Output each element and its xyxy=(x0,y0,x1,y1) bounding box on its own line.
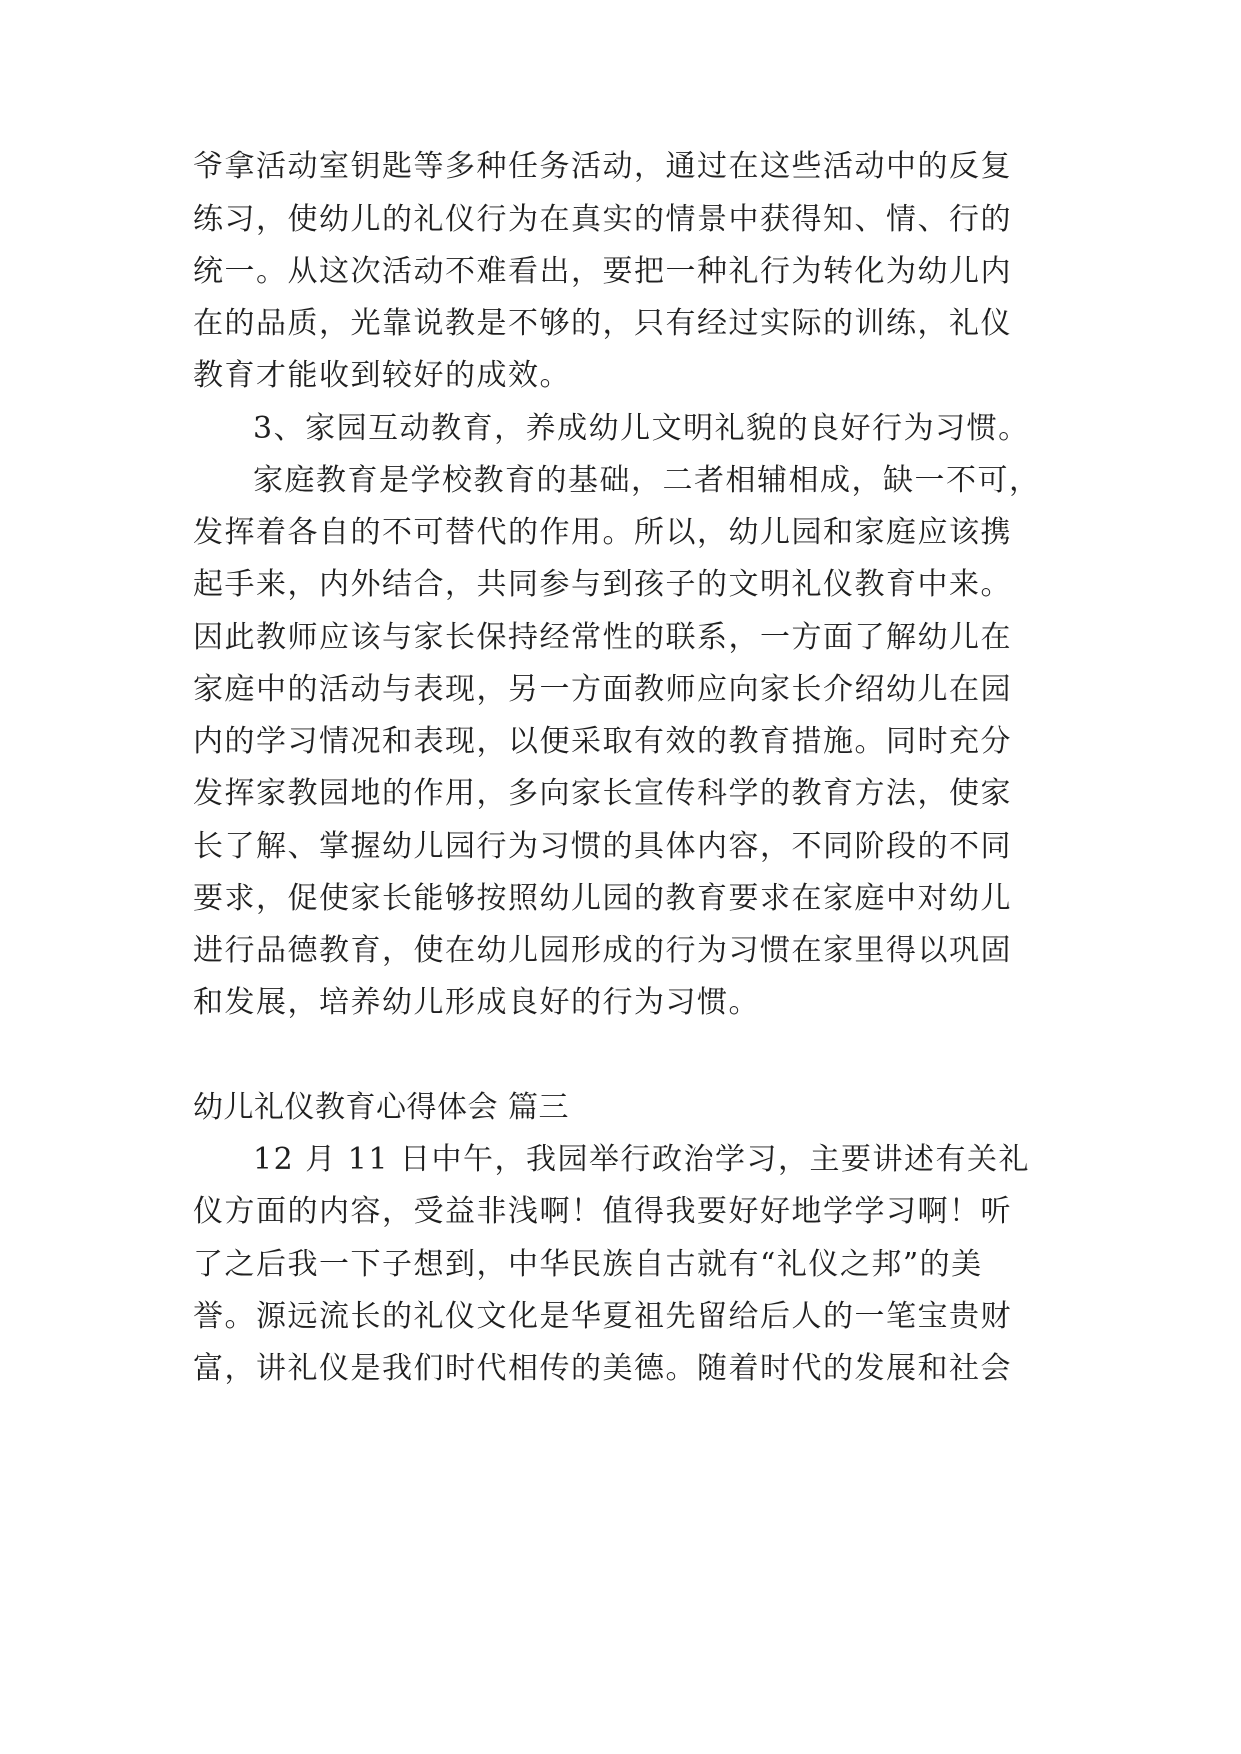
paragraph-2-line-8: 长了解、掌握幼儿园行为习惯的具体内容，不同阶段的不同 xyxy=(193,829,1012,864)
paragraph-1-line-4: 在的品质，光靠说教是不够的，只有经过实际的训练，礼仪 xyxy=(193,306,1012,341)
paragraph-2-line-2: 发挥着各自的不可替代的作用。所以，幼儿园和家庭应该携 xyxy=(193,515,1012,550)
paragraph-2-line-5: 家庭中的活动与表现，另一方面教师应向家长介绍幼儿在园 xyxy=(193,672,1012,707)
paragraph-2-line-7: 发挥家教园地的作用，多向家长宣传科学的教育方法，使家 xyxy=(193,776,1012,811)
paragraph-1-line-2: 练习，使幼儿的礼仪行为在真实的情景中获得知、情、行的 xyxy=(193,202,1012,237)
section-title: 幼儿礼仪教育心得体会 篇三 xyxy=(193,1090,570,1125)
paragraph-2-line-11: 和发展，培养幼儿形成良好的行为习惯。 xyxy=(193,985,760,1020)
paragraph-3-line-1: 12 月 11 日中午，我园举行政治学习，主要讲述有关礼 xyxy=(253,1142,1030,1177)
point-3-heading: 3、家园互动教育，养成幼儿文明礼貌的良好行为习惯。 xyxy=(253,411,1030,446)
paragraph-2-line-9: 要求，促使家长能够按照幼儿园的教育要求在家庭中对幼儿 xyxy=(193,881,1012,916)
paragraph-3-line-5: 富，讲礼仪是我们时代相传的美德。随着时代的发展和社会 xyxy=(193,1351,1012,1386)
paragraph-1-line-5: 教育才能收到较好的成效。 xyxy=(193,358,571,393)
paragraph-3-line-3: 了之后我一下子想到，中华民族自古就有“礼仪之邦”的美 xyxy=(193,1247,983,1282)
paragraph-2-line-3: 起手来，内外结合，共同参与到孩子的文明礼仪教育中来。 xyxy=(193,567,1012,602)
paragraph-2-line-1: 家庭教育是学校教育的基础，二者相辅相成，缺一不可， xyxy=(253,463,1041,498)
paragraph-3-line-2: 仪方面的内容，受益非浅啊！值得我要好好地学学习啊！听 xyxy=(193,1194,1012,1229)
paragraph-2-line-6: 内的学习情况和表现，以便采取有效的教育措施。同时充分 xyxy=(193,724,1012,759)
paragraph-2-line-4: 因此教师应该与家长保持经常性的联系，一方面了解幼儿在 xyxy=(193,620,1012,655)
paragraph-2-line-10: 进行品德教育，使在幼儿园形成的行为习惯在家里得以巩固 xyxy=(193,933,1012,968)
paragraph-1-line-1: 爷拿活动室钥匙等多种任务活动，通过在这些活动中的反复 xyxy=(193,149,1012,184)
paragraph-1-line-3: 统一。从这次活动不难看出，要把一种礼行为转化为幼儿内 xyxy=(193,254,1012,289)
paragraph-3-line-4: 誉。源远流长的礼仪文化是华夏祖先留给后人的一笔宝贵财 xyxy=(193,1299,1012,1334)
